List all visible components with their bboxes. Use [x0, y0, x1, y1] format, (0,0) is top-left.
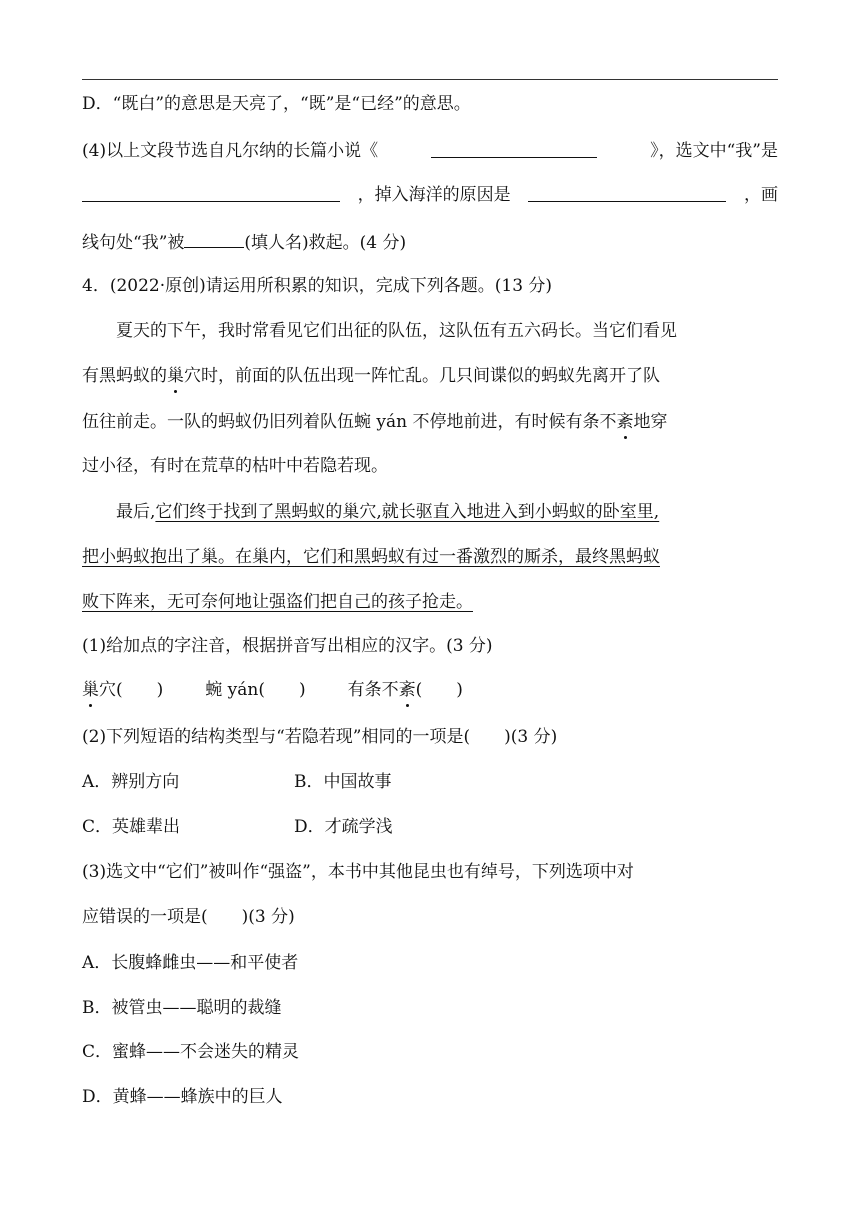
- dotted-char-wen: 紊: [398, 680, 416, 700]
- question-4-header: 4．(2022·原创)请运用所积累的知识，完成下列各题。(13 分): [82, 276, 553, 296]
- q4-2-option-a: A．辨别方向: [82, 772, 180, 792]
- q4-3-prompt-line2: 应错误的一项是( )(3 分): [82, 907, 295, 927]
- passage-p2-line1: [116, 500, 659, 524]
- q3-4-text-b: 》，选文中“我”是: [650, 141, 778, 161]
- q3-4-text-c: ，掉入海洋的原因是: [357, 185, 511, 205]
- q4-1-item-a: 穴( ): [99, 680, 164, 700]
- passage-p1-line4: 过小径，有时在荒草的枯叶中若隐若现。: [82, 456, 388, 476]
- passage-p2-line3: [82, 590, 473, 614]
- q4-1-item-c-paren: ( ): [415, 680, 463, 700]
- q4-2-option-b: B．中国故事: [294, 772, 392, 792]
- passage-p1-line2: [82, 364, 660, 388]
- q4-3-option-c: C．蜜蜂——不会迷失的精灵: [82, 1042, 300, 1062]
- passage-text: 伍往前走。一队的蚂蚁仍旧列着队伍蜿 yán 不停地前进，有时候有条不: [82, 412, 617, 432]
- q4-2-option-d: D．才疏学浅: [294, 817, 393, 837]
- dotted-char-wen: 紊: [616, 412, 634, 432]
- q4-3-option-a: A．长腹蜂雌虫——和平使者: [82, 953, 299, 973]
- q4-1-item-c: 有条不: [347, 680, 399, 700]
- q3-4-line2: [82, 183, 778, 207]
- q4-1-prompt: (1)给加点的字注音，根据拼音写出相应的汉字。(3 分): [82, 636, 493, 656]
- passage-text: 有黑蚂蚁的: [82, 366, 167, 386]
- reason-blank: [528, 183, 726, 202]
- novel-title-blank: [431, 139, 597, 158]
- q4-2-options-row2: [82, 815, 778, 839]
- q4-2-option-c: C．英雄辈出: [82, 817, 181, 837]
- q4-2-prompt: (2)下列短语的结构类型与“若隐若现”相同的一项是( )(3 分): [82, 727, 558, 747]
- rescuer-blank: [184, 229, 244, 248]
- narrator-blank: [82, 183, 340, 202]
- q4-2-options-row1: [82, 770, 778, 794]
- q3-4-text-a: (4)以上文段节选自凡尔纳的长篇小说《: [82, 141, 379, 161]
- passage-text: 穴时，前面的队伍出现一阵忙乱。几只间谍似的蚂蚁先离开了队: [184, 366, 660, 386]
- dotted-char-chao: 巢: [82, 680, 99, 700]
- document-page: [82, 0, 778, 1216]
- q4-3-option-d: D．黄蜂——蜂族中的巨人: [82, 1087, 283, 1107]
- q4-1-item-b: 蜿 yán( ): [205, 680, 306, 700]
- dotted-char-chao: 巢: [167, 366, 184, 386]
- q3-4-line3: [82, 229, 406, 255]
- passage-p2-line2: 把小蚂蚁抱出了巢。在巢内，它们和黑蚂蚁有过一番激烈的厮杀，最终黑蚂蚁: [82, 547, 660, 567]
- q4-3-prompt-line1: (3)选文中“它们”被叫作“强盗”，本书中其他昆虫也有绰号，下列选项中对: [82, 862, 634, 882]
- passage-p1-line3: [82, 410, 668, 434]
- q3-4-text-d: ，画: [743, 185, 778, 205]
- underlined-sentence: 败下阵来，无可奈何地让强盗们把自己的孩子抢走。: [82, 592, 473, 612]
- q3-4-text-e: 线句处“我”被: [82, 233, 185, 253]
- q4-1-items: [82, 678, 463, 702]
- passage-text: 地穿: [633, 412, 668, 432]
- header-rule: [82, 79, 778, 80]
- q3-4-line1: [82, 139, 778, 163]
- q4-3-option-b: B．被管虫——聪明的裁缝: [82, 998, 282, 1018]
- underlined-sentence: 它们终于找到了黑蚂蚁的巢穴,就长驱直入地进入到小蚂蚁的卧室里,: [155, 502, 660, 522]
- q3-4-text-f: (填人名)救起。(4 分): [244, 233, 407, 253]
- q3-option-d: D．“既白”的意思是天亮了，“既”是“已经”的意思。: [82, 94, 471, 114]
- passage-text: 最后,: [116, 502, 156, 522]
- passage-p1-line1: 夏天的下午，我时常看见它们出征的队伍，这队伍有五六码长。当它们看见: [116, 321, 677, 341]
